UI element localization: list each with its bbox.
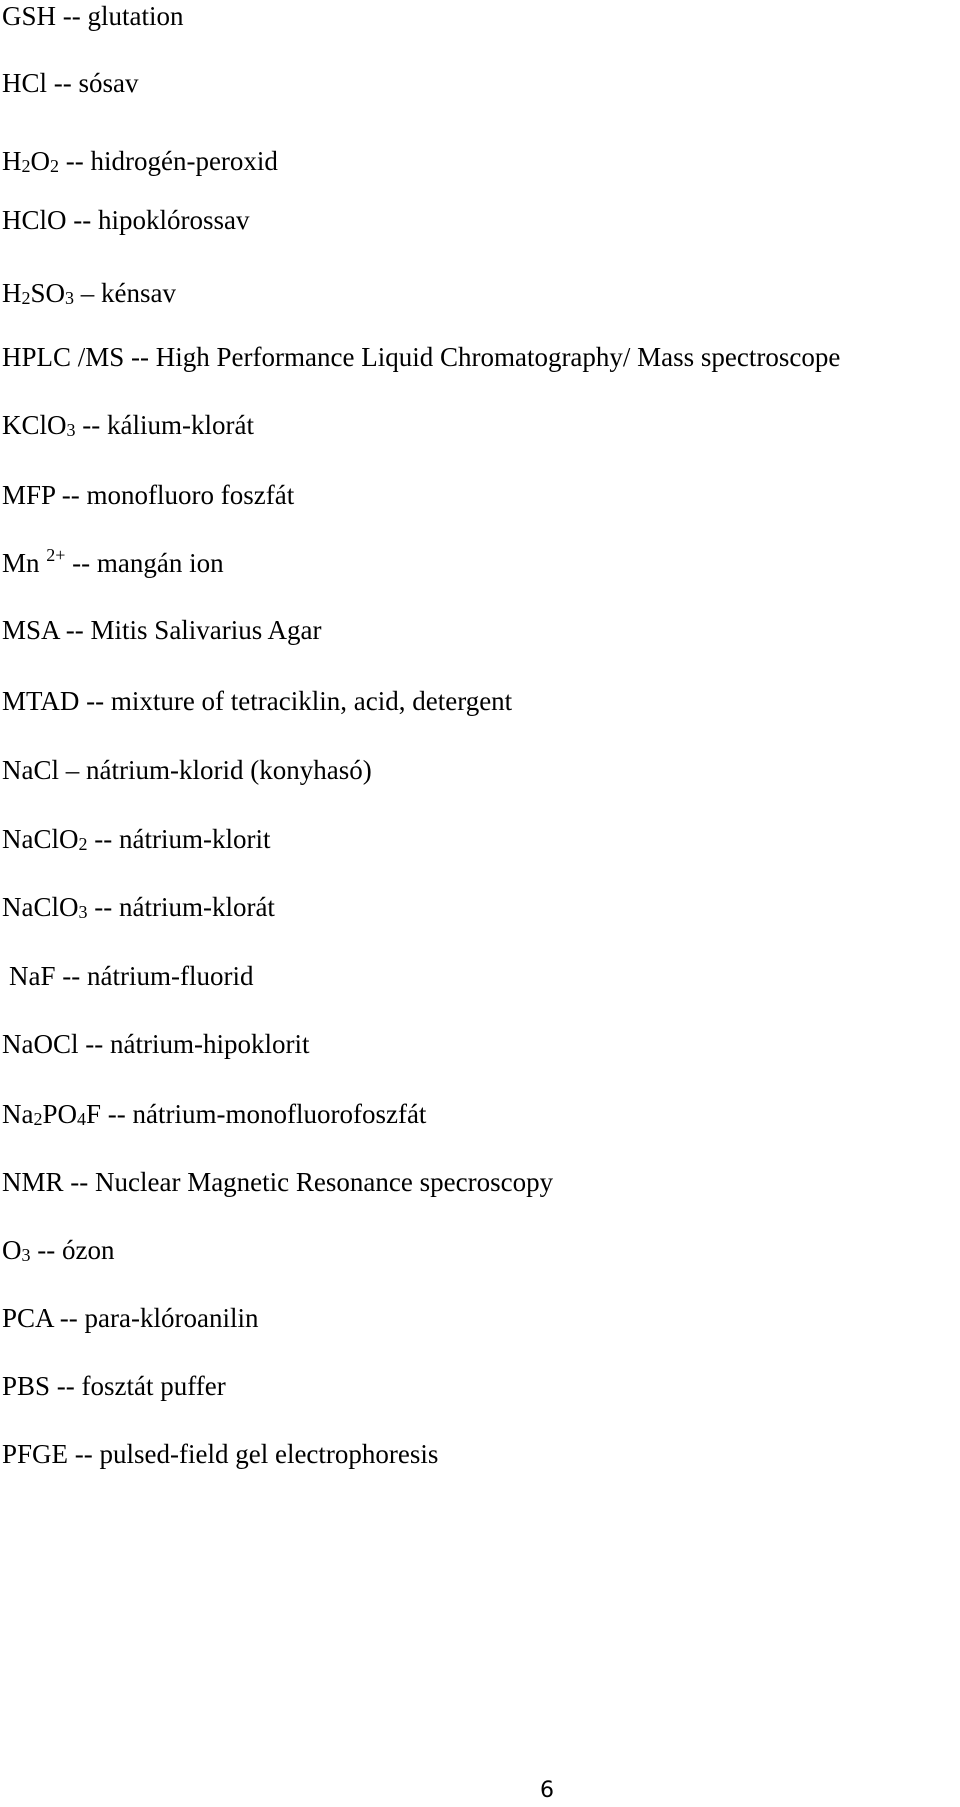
abbreviation-separator: --: [59, 615, 91, 645]
abbreviation-term: GSH: [2, 1, 57, 31]
abbreviation-formula: [2, 545, 66, 578]
formula-subscript: 3: [65, 288, 75, 308]
abbreviation-entry: [2, 754, 372, 786]
formula-part: SO: [30, 278, 66, 308]
abbreviation-separator: --: [30, 1235, 62, 1265]
abbreviation-term: NaOCl: [2, 1029, 79, 1059]
abbreviation-term: NaF: [9, 961, 56, 991]
abbreviation-entry: [2, 145, 278, 177]
abbreviation-term: MTAD: [2, 686, 80, 716]
abbreviation-entry: [2, 614, 322, 646]
abbreviation-entry: [2, 547, 224, 579]
abbreviation-term: HPLC /MS: [2, 342, 125, 372]
formula-subscript: 4: [77, 1109, 86, 1129]
abbreviation-separator: --: [65, 548, 97, 578]
abbreviation-entry: [2, 341, 840, 373]
abbreviation-formula: [2, 278, 74, 308]
abbreviation-entry: [2, 891, 275, 923]
abbreviation-definition: Mitis Salivarius Agar: [90, 615, 322, 645]
abbreviation-definition: hidrogén-peroxid: [90, 146, 278, 176]
abbreviation-definition: mixture of tetraciklin, acid, detergent: [110, 686, 513, 716]
abbreviation-definition: kénsav: [101, 278, 176, 308]
abbreviation-separator: --: [78, 1029, 110, 1059]
abbreviation-entry: [2, 479, 294, 511]
abbreviation-formula: [2, 824, 88, 854]
abbreviation-entry: [2, 1234, 114, 1266]
abbreviation-separator: --: [55, 480, 87, 510]
abbreviation-separator: --: [101, 1099, 133, 1129]
abbreviation-separator: --: [53, 1303, 85, 1333]
formula-subscript: 2: [21, 288, 31, 308]
abbreviation-entry: [2, 277, 176, 309]
formula-part: NaClO: [2, 824, 79, 854]
abbreviation-entry: [2, 1302, 258, 1334]
abbreviation-definition: nátrium-klorid (konyhasó): [86, 755, 372, 785]
abbreviation-definition: nátrium-monofluorofoszfát: [132, 1099, 427, 1129]
abbreviation-separator: --: [68, 1439, 100, 1469]
abbreviation-entry: [2, 409, 254, 441]
formula-subscript: 3: [78, 902, 88, 922]
formula-subscript: 2: [21, 156, 31, 176]
abbreviation-definition: glutation: [87, 1, 184, 31]
abbreviation-definition: fosztát puffer: [81, 1371, 226, 1401]
abbreviation-separator: --: [79, 686, 111, 716]
abbreviation-definition: monofluoro foszfát: [86, 480, 295, 510]
formula-subscript: 2: [50, 156, 59, 176]
formula-part: PO: [42, 1099, 77, 1129]
abbreviation-term: HCl: [2, 68, 48, 98]
abbreviation-separator: --: [75, 410, 107, 440]
abbreviation-term: MSA: [2, 615, 60, 645]
abbreviation-entry: [2, 1098, 426, 1130]
abbreviation-definition: nátrium-klorit: [118, 824, 271, 854]
abbreviation-formula: [2, 1099, 101, 1129]
abbreviation-definition: High Performance Liquid Chromatography/ Mass spectroscope: [155, 342, 841, 372]
abbreviation-separator: --: [63, 1167, 95, 1197]
page-number: 6: [540, 1778, 554, 1803]
formula-subscript: 2: [33, 1109, 43, 1129]
abbreviation-definition: nátrium-klorát: [118, 892, 275, 922]
formula-part: H: [2, 146, 22, 176]
abbreviation-entry: [2, 1438, 438, 1470]
formula-part: O: [30, 146, 50, 176]
formula-subscript: 3: [66, 420, 76, 440]
abbreviation-definition: pulsed-field gel electrophoresis: [99, 1439, 439, 1469]
abbreviation-separator: --: [56, 1, 88, 31]
abbreviation-definition: para-klóroanilin: [84, 1303, 259, 1333]
abbreviation-term: MFP: [2, 480, 56, 510]
abbreviation-separator: --: [87, 892, 119, 922]
abbreviation-entry: [2, 823, 270, 855]
formula-part: F: [86, 1099, 102, 1129]
abbreviation-term: PCA: [2, 1303, 54, 1333]
abbreviation-formula: [2, 410, 76, 440]
abbreviation-definition: ózon: [61, 1235, 115, 1265]
abbreviation-separator: --: [47, 68, 79, 98]
formula-superscript: 2+: [46, 545, 66, 565]
abbreviation-separator: –: [74, 278, 102, 308]
abbreviation-entry: [2, 1370, 226, 1402]
abbreviation-term: PFGE: [2, 1439, 69, 1469]
abbreviation-separator: --: [59, 146, 91, 176]
formula-part: NaClO: [2, 892, 79, 922]
formula-part: H: [2, 278, 22, 308]
formula-part: Mn: [2, 548, 47, 578]
abbreviation-entry: [2, 1028, 309, 1060]
formula-part: O: [2, 1235, 22, 1265]
abbreviation-formula: [2, 1235, 31, 1265]
formula-subscript: 3: [21, 1245, 31, 1265]
abbreviation-definition: hipoklórossav: [98, 205, 250, 235]
abbreviation-entry: [9, 960, 253, 992]
abbreviation-term: HClO: [2, 205, 67, 235]
abbreviation-entry: [2, 1166, 553, 1198]
abbreviation-definition: mangán ion: [96, 548, 224, 578]
abbreviation-separator: --: [124, 342, 156, 372]
abbreviation-separator: --: [87, 824, 119, 854]
abbreviation-entry: [2, 204, 250, 236]
abbreviation-entry: [2, 685, 512, 717]
formula-part: KClO: [2, 410, 67, 440]
abbreviation-separator: --: [66, 205, 98, 235]
abbreviation-separator: –: [59, 755, 86, 785]
abbreviation-term: NMR: [2, 1167, 64, 1197]
abbreviation-definition: Nuclear Magnetic Resonance specroscopy: [95, 1167, 554, 1197]
abbreviation-definition: nátrium-fluorid: [86, 961, 254, 991]
abbreviation-entry: [2, 67, 139, 99]
abbreviation-separator: --: [55, 961, 87, 991]
abbreviation-term: NaCl: [2, 755, 59, 785]
formula-subscript: 2: [78, 834, 88, 854]
abbreviation-term: PBS: [2, 1371, 51, 1401]
abbreviation-definition: nátrium-hipoklorit: [109, 1029, 310, 1059]
abbreviation-definition: kálium-klorát: [107, 410, 254, 440]
abbreviation-formula: [2, 892, 88, 922]
abbreviation-separator: --: [50, 1371, 82, 1401]
abbreviation-entry: [2, 0, 184, 32]
abbreviation-formula: [2, 146, 59, 176]
abbreviation-definition: sósav: [78, 68, 139, 98]
formula-part: Na: [2, 1099, 34, 1129]
